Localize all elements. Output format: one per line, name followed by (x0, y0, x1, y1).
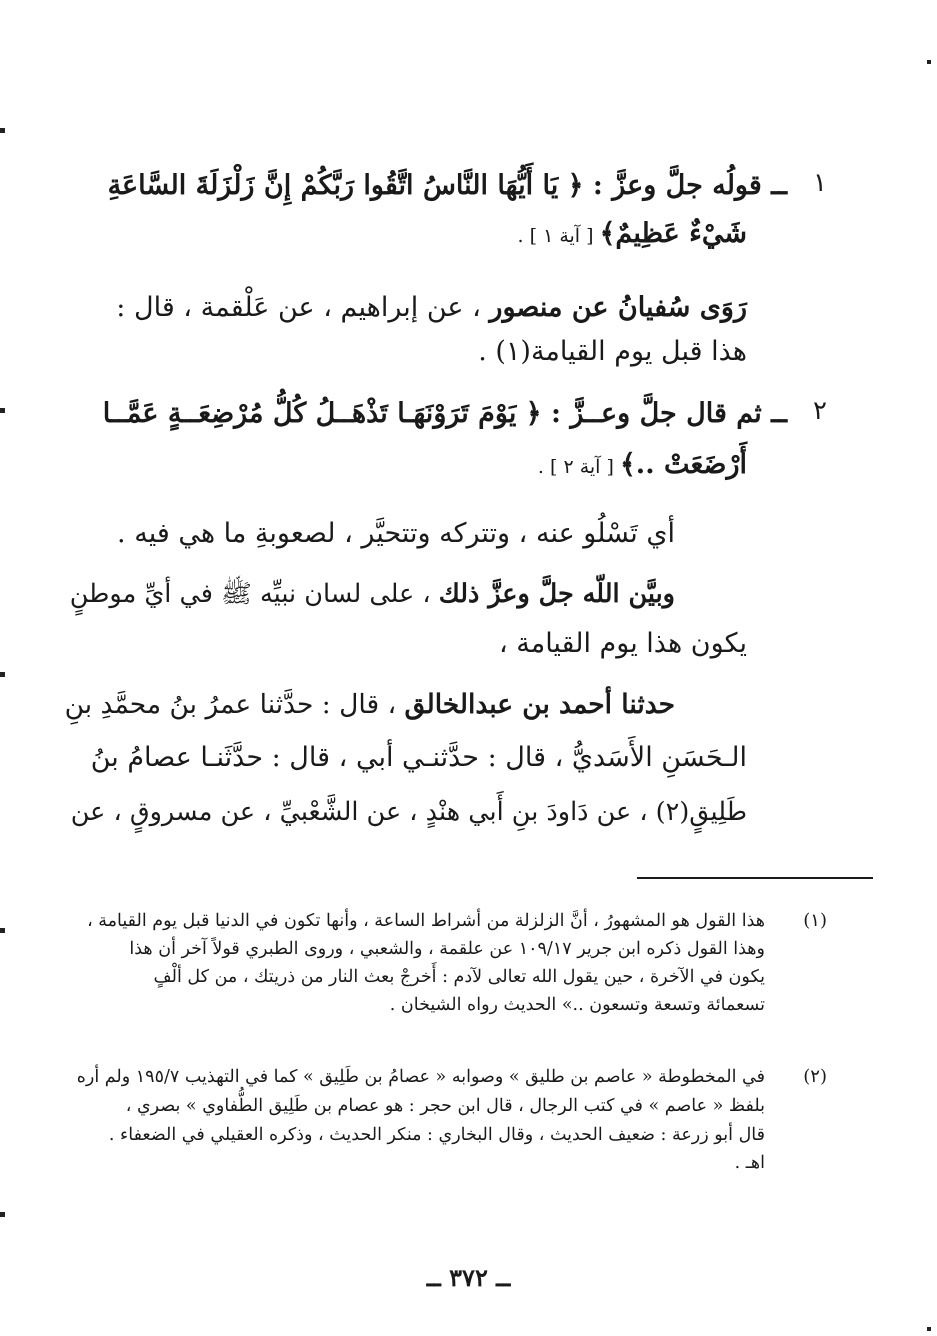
entry-1-line-1: ــ قولُه جلَّ وعزَّ : ﴿ يَا أَيُّهَا النَّاسُ اتَّقُوا رَبَّكُمْ إِنَّ زَلْزَلَةَ السَّاعَةِ (107, 170, 787, 201)
scan-speck (0, 1212, 5, 1217)
footnote-2-line-1: في المخطوطة « عاصم بن طليق » وصوابه « عصامُ بن طَلِيق » كما في التهذيب ١٩٥/٧ ولم أره (76, 1067, 765, 1087)
isnad-line-3: طَلِيقٍ(٢) ، عن دَاودَ بنِ أَبي هنْدٍ ، عن الشَّعْبيِّ ، عن مسروقٍ ، عن (70, 797, 747, 827)
scan-speck (927, 60, 931, 64)
scan-speck (0, 672, 5, 677)
footnote-2-number: (٢) (803, 1066, 827, 1087)
entry-1-number: ١ (813, 168, 827, 198)
narration-chain-rest: ، عن إبراهيم ، عن عَلْقمة ، قال : (116, 292, 490, 323)
footnote-2-line-3: قال أبو زرعة : ضعيف الحديث ، وقال البخاري : منكر الحديث ، وذكره العقيلي في الضعفاء . (108, 1125, 765, 1145)
isnad-line-1 (65, 685, 675, 725)
isnad-narrator-bold: حدثنا أحمد بن عبدالخالق (404, 689, 675, 720)
entry-2-number: ٢ (813, 396, 827, 426)
explanation-rest: ، على لسان نبيِّه ﷺ في أيِّ موطنٍ (69, 579, 439, 609)
isnad-line-2: الـحَسَنِ الأَسَديُّ ، قال : حدَّثنـي أبي ، قال : حدَّثَنـا عصامُ بنُ (90, 742, 747, 773)
footnote-1-line-4: تسعمائة وتسعة وتسعون ..» الحديث رواه الشيخان . (389, 995, 765, 1015)
narration-chain-bold: رَوَى سُفيانُ عن منصور (489, 292, 747, 323)
isnad-rest: ، قال : حدَّثنا عمرُ بنُ محمَّدِ بنِ (64, 689, 405, 720)
scan-speck (0, 128, 5, 133)
entry-2-line-2 (538, 445, 747, 487)
scan-speck (0, 928, 5, 933)
footnote-1-line-1: هذا القول هو المشهورُ ، أنَّ الزلزلة من أشراط الساعة ، وأنها تكون في الدنيا قبل يوم القيامة ، (87, 911, 765, 931)
entry-2-quran-end: أَرْضَعَتْ ..﴾ (619, 449, 747, 480)
page-number: ــ ٣٧٢ ــ (426, 1263, 511, 1292)
footnote-1-line-2: وهذا القول ذكره ابن جرير ١٠٩/١٧ عن علقمة ، والشعبي ، وروى الطبري قولاً آخر أن هذا (129, 939, 765, 959)
explanation-bold: وبيَّن اللّه جلَّ وعزَّ ذلك (438, 579, 675, 609)
footnote-2-line-2: بلفظ « عاصم » في كتب الرجال ، قال ابن حجر : هو عصام بن طَلِيق الطُّفاوي » بصري ، (125, 1096, 765, 1116)
footnote-1-line-3: يكون في الآخرة ، حين يقول الله تعالى لآدم : أَخرجْ بعث النار من ذريتك ، من كل ألْفٍ (153, 967, 765, 987)
footnote-separator (637, 877, 873, 879)
entry-2-verse-ref: [ آية ٢ ] . (537, 456, 620, 478)
footnote-2-line-4: اهـ . (734, 1153, 765, 1173)
explanation-line-3: يكون هذا يوم القيامة ، (498, 628, 747, 659)
explanation-line-1: أي تَسْلُو عنه ، وتتركه وتتحيَّر ، لصعوبةِ ما هي فيه . (117, 518, 675, 549)
explanation-line-2 (70, 574, 675, 614)
narration-line-1 (116, 288, 747, 328)
entry-2-line-1: ــ ثم قال جلَّ وعــزَّ : ﴿ يَوْمَ تَرَوْنَهَـا تَذْهَــلُ كُلُّ مُرْضِعَــةٍ عَمَّــا (102, 398, 787, 429)
footnote-1-number: (١) (803, 910, 827, 931)
entry-1-verse-ref: [ آية ١ ] . (517, 225, 600, 247)
scan-speck (0, 408, 5, 413)
scan-speck (927, 1327, 931, 1331)
entry-1-quran-end: شَيْءٌ عَظِيمٌ﴾ (599, 218, 747, 249)
narration-line-2: هذا قبل يوم القيامة(١) . (478, 336, 747, 367)
entry-1-line-2 (518, 214, 747, 256)
